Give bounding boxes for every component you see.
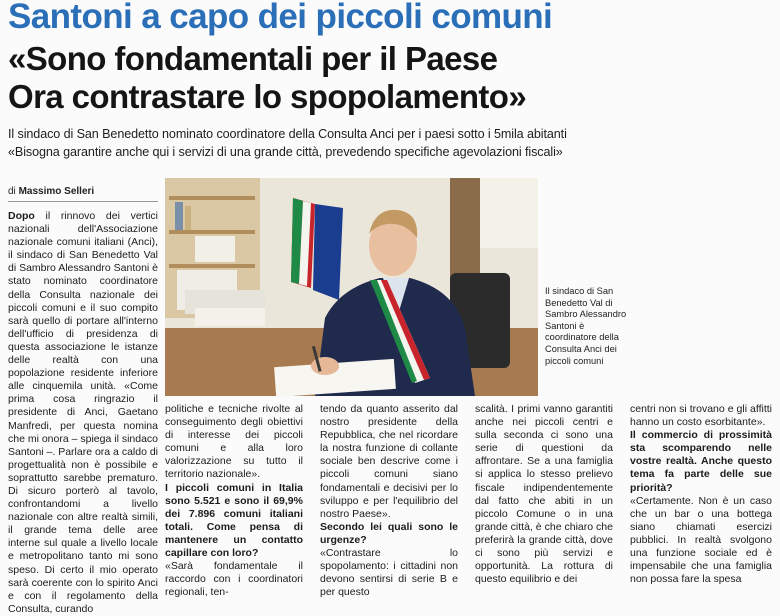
body-column-5: [630, 403, 772, 586]
byline-prefix: di: [8, 186, 16, 197]
col5-text: centri non si trovano e gli affitti hanno un costo esorbitante».: [630, 403, 772, 429]
byline-author: Massimo Selleri: [18, 186, 95, 197]
body-column-2: [165, 403, 303, 599]
col1-text: il rinnovo dei vertici nazionali dell'Associazione nazionale comuni italiani (Anci), il sindaco di San Benedetto Val di Sambro Alessandro Santoni è stato nominato coordinatore della Consulta nazionale dei piccoli comuni e il suo compito sarà quello di portare all'interno dell'ufficio di presidenza di questa associazione le istanze delle realtà con una popolazione residente inferiore alle cinquemila unità. «Come prima cosa ringrazio il presidente di Anci, Gaetano Manfredi, per questa nomina che mi onora – spiega il sindaco Santoni –. Parlare ora a caldo di progettualità non è possibile e soprattutto sarebbe prematuro. Di sicuro porterò al tavolo, confrontandomi a livello nazionale con altre realtà simili, il grande tema delle aree interne sul quale a livello locale e metropolitano tanto mi sono speso. Di certo il mio operato sarà coerente con lo spirito Anci e con il regolamento della Consulta, curando: [8, 210, 159, 615]
col2-text: politiche e tecniche rivolte al conseguimento degli obiettivi di interesse dei piccoli comuni e alla loro valorizzazione su tutto il territorio nazionale».: [165, 403, 303, 481]
body-column-4: [475, 403, 613, 586]
photo-caption: Il sindaco di San Benedetto Val di Sambro Alessandro Santoni è coordinatore della Consulta Anci dei piccoli comuni: [545, 286, 627, 366]
interview-question: I piccoli comuni in Italia sono 5.521 e sono il 69,9% dei 7.896 comuni italiani totali. Come pensa di mantenere un contatto capillare con loro?: [165, 481, 303, 560]
col3-text: tendo da quanto asserito dal nostro presidente della Repubblica, che nel ricordare la nostra funzione di collante sociale ben descrive come i piccoli comuni siano fondamentali e decisivi per lo sviluppo e per l'equilibrio del nostro Paese».: [320, 403, 458, 520]
col2-answer: «Sarà fondamentale il raccordo con i coordinatori regionali, ten-: [165, 560, 303, 599]
interview-question: Secondo lei quali sono le urgenze?: [320, 520, 458, 546]
article-photo: [165, 178, 538, 396]
kicker-title: Santoni a capo dei piccoli comuni: [8, 0, 553, 36]
col4-text: scalità. I primi vanno garantiti anche nei piccoli centri e sulla seconda ci sono una serie di questioni da affrontare. Se a una famiglia si applica lo stesso prelievo fiscale indipendentemente dal fatto che abiti in un piccolo Comune o in una grande città, è che chiaro che preferirà la grande città, dove ci sono più servizi e opportunità. La rottura di questo equilibrio e dei: [475, 403, 613, 586]
col5-answer: «Certamente. Non è un caso che un bar o una bottega siano chiamati esercizi pubblici. In realtà svolgono una funzione sociale ed è impensabile che una famiglia non possa fare la spesa: [630, 494, 772, 586]
subheadline-line-2: «Bisogna garantire anche qui i servizi di una grande città, prevedendo specifiche agevolazioni fiscali»: [8, 145, 563, 159]
body-column-3: [320, 403, 458, 599]
interview-question: Il commercio di prossimità sta scomparendo nelle vostre realtà. Anche questo tema fa parte delle sue priorità?: [630, 429, 772, 494]
col3-answer: «Contrastare lo spopolamento: i cittadini non devono sentirsi di serie B e per questo: [320, 547, 458, 599]
flag-eu: [313, 204, 343, 300]
mayor-photo: [165, 178, 538, 396]
drop-lead: Dopo: [8, 210, 35, 222]
headline-line-2: Ora contrastare lo spopolamento»: [8, 78, 527, 115]
headline-line-1: «Sono fondamentali per il Paese: [8, 40, 498, 77]
hand: [311, 357, 339, 375]
byline-rule: [8, 201, 158, 202]
subheadline-line-1: Il sindaco di San Benedetto nominato coordinatore della Consulta Anci per i paesi sotto i 5mila abitanti: [8, 127, 567, 141]
byline: [8, 186, 94, 197]
body-column-1: [8, 210, 159, 615]
